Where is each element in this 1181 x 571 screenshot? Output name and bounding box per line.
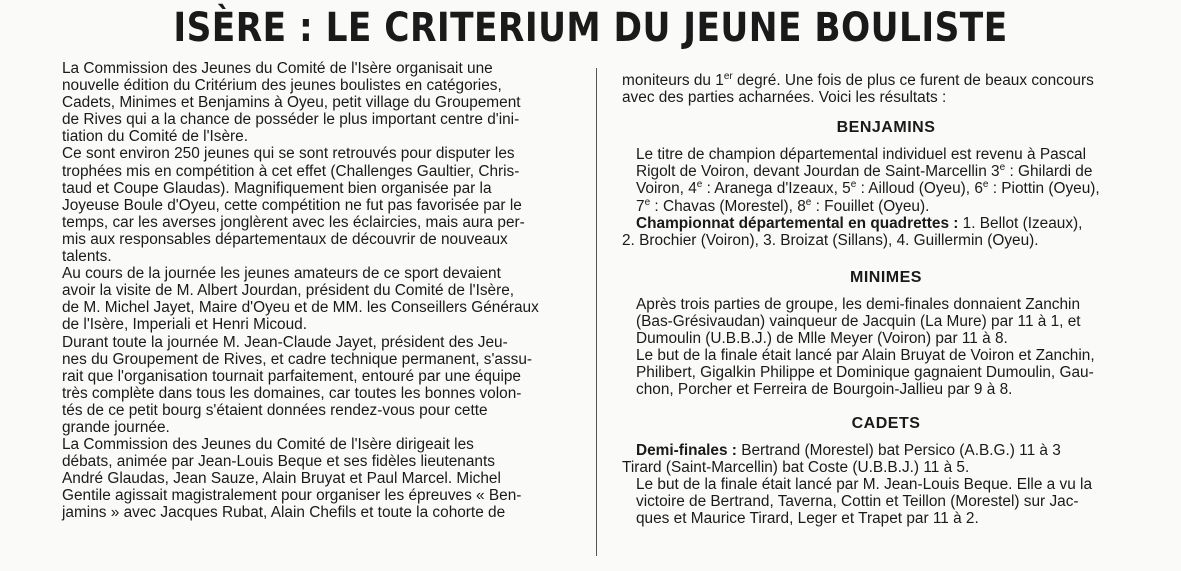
text-line: trophées mis en compétition à cet effet (Challenges Gaultier, Chris-: [62, 162, 520, 180]
text-line: Au cours de la journée les jeunes amateurs de ce sport devaient: [62, 265, 501, 283]
text-line: La Commission des Jeunes du Comité de l'Isère dirigeait les: [62, 436, 474, 454]
text-fragment: Bertrand (Morestel) bat Persico (A.B.G.) 11 à 3: [736, 441, 1061, 459]
text-fragment: : Fouillet (Oyeu).: [811, 197, 930, 215]
text-fragment: : Ghilardi de: [1005, 163, 1093, 181]
paragraph-1: [48, 60, 562, 145]
text-line: Ce sont environ 250 jeunes qui se sont retrouvés pour disputer les: [62, 145, 515, 163]
text-fragment: degré. Une fois de plus ce furent de beaux concours: [732, 72, 1094, 89]
text-fragment: 7: [636, 197, 645, 215]
text-line: tés de ce petit bourg s'étaient données rendez-vous pour cette: [62, 401, 488, 419]
superscript: e: [805, 196, 812, 208]
superscript: e: [696, 179, 703, 191]
paragraph-3: [48, 265, 562, 333]
paragraph-2: [48, 145, 562, 265]
paragraph-4: [48, 334, 562, 437]
text-line: victoire de Bertrand, Taverna, Cottin et Teillon (Morestel) sur Jac-: [636, 492, 1079, 510]
text-line: Tirard (Saint-Marcellin) bat Coste (U.B.B.J.) 11 à 5.: [622, 458, 970, 476]
text-line: Le titre de champion départemental individuel est revenu à Pascal: [636, 146, 1087, 164]
minimes-paragraph-1: [622, 296, 1150, 347]
text-line: [622, 442, 1150, 459]
text-fragment: moniteurs du 1: [622, 72, 724, 89]
text-line: (Bas-Grésivaudan) vainqueur de Jacquin (La Mure) par 11 à 1, et: [636, 313, 1081, 331]
text-line: taud et Coupe Glaudas). Magnifiquement bien organisée par la: [62, 179, 492, 197]
text-line: [622, 163, 1150, 180]
text-line: nes du Groupement de Rives, et cadre technique permanent, s'assu-: [62, 350, 533, 368]
text-line: avec des parties acharnées. Voici les résultats :: [622, 89, 947, 107]
text-line: Le but de la finale était lancé par Alain Bruyat de Voiron et Zanchin,: [636, 347, 1095, 365]
text-line: jamins » avec Jacques Rubat, Alain Chefils et toute la cohorte de: [62, 504, 506, 522]
text-line: Philibert, Gigalkin Philippe et Dominique gagnaient Dumoulin, Gau-: [636, 364, 1094, 382]
text-fragment: : Aranega d'Izeaux, 5: [702, 180, 851, 198]
cadets-semifinals: [622, 442, 1150, 459]
text-fragment: : Piottin (Oyeu),: [988, 180, 1100, 198]
superscript: er: [723, 70, 733, 82]
text-line: Gentile agissait magistralement pour organiser les épreuves « Ben-: [62, 487, 522, 505]
text-line: débats, animée par Jean-Louis Beque et ses fidèles lieutenants: [62, 453, 495, 471]
text-line: de Rives qui a la chance de posséder le plus important centre d'ini-: [62, 111, 520, 129]
text-line: [622, 198, 1150, 215]
text-line: 2. Brochier (Voiron), 3. Broizat (Sillans), 4. Guillermin (Oyeu).: [622, 231, 1039, 249]
superscript: e: [982, 179, 989, 191]
text-line: La Commission des Jeunes du Comité de l'Isère organisait une: [62, 60, 493, 77]
article-title: ISÈRE : LE CRITERIUM DU JEUNE BOULISTE: [173, 5, 1008, 51]
cadets-semifinals-cont: [622, 459, 1150, 476]
text-line: de l'Isère, Imperiali et Henri Micoud.: [62, 316, 308, 334]
text-line: temps, car les averses jonglèrent avec les éclaircies, mais aura per-: [62, 213, 525, 231]
text-line: très complète dans tous les domaines, car toutes les bonnes volon-: [62, 384, 522, 402]
text-line: [622, 72, 1150, 89]
results-intro: [622, 72, 1150, 106]
text-line: ques et Maurice Tirard, Leger et Trapet par 11 à 2.: [636, 509, 979, 527]
text-line: [622, 180, 1150, 197]
text-line: Joyeuse Boule d'Oyeu, cette compétition ne fut pas favorisée par le: [62, 196, 522, 214]
text-line: [622, 215, 1150, 232]
text-line: tiation du Comité de l'Isère.: [62, 128, 249, 146]
text-fragment: : Chavas (Morestel), 8: [650, 197, 806, 215]
text-line: chon, Porcher et Ferreira de Bourgoin-Jallieu par 9 à 8.: [636, 381, 1013, 399]
superscript: e: [644, 196, 651, 208]
text-line: Le but de la finale était lancé par M. Jean-Louis Beque. Elle a vu la: [636, 475, 1093, 493]
quadrettes-label: Championnat départemental en quadrettes :: [636, 214, 959, 232]
text-line: avoir la visite de M. Albert Jourdan, président du Comité de l'Isère,: [62, 282, 515, 300]
text-line: Après trois parties de groupe, les demi-finales donnaient Zanchin: [636, 295, 1081, 313]
cadets-heading: CADETS: [851, 414, 921, 432]
semifinals-label: Demi-finales :: [636, 441, 737, 459]
text-line: mis aux responsables départementaux de découvrir de nouveaux: [62, 230, 508, 248]
quadrettes-results: [622, 232, 1150, 249]
column-divider: [596, 68, 597, 556]
superscript: e: [999, 162, 1006, 174]
text-line: Cadets, Minimes et Benjamins à Oyeu, petit village du Groupement: [62, 94, 521, 112]
text-line: nouvelle édition du Critérium des jeunes boulistes en catégories,: [62, 77, 502, 95]
text-line: André Glaudas, Jean Sauze, Alain Bruyat et Paul Marcel. Michel: [62, 470, 501, 488]
left-column: [48, 60, 562, 522]
text-line: Dumoulin (U.B.B.J.) de Mlle Meyer (Voiron) par 11 à 8.: [636, 330, 1008, 348]
text-line: talents.: [62, 248, 112, 266]
minimes-paragraph-2: [622, 347, 1150, 398]
text-fragment: 1. Bellot (Izeaux),: [958, 214, 1083, 232]
superscript: e: [850, 179, 857, 191]
text-line: grande journée.: [62, 418, 170, 436]
text-fragment: Voiron, 4: [636, 180, 697, 198]
text-fragment: : Ailloud (Oyeu), 6: [856, 180, 983, 198]
benjamins-heading: BENJAMINS: [836, 119, 936, 137]
text-line: Durant toute la journée M. Jean-Claude Jayet, président des Jeu-: [62, 333, 508, 351]
text-line: de M. Michel Jayet, Maire d'Oyeu et de MM. les Conseillers Généraux: [62, 299, 539, 317]
paragraph-5: [48, 436, 562, 521]
cadets-final: [622, 476, 1150, 527]
minimes-heading: MINIMES: [850, 268, 922, 286]
benjamins-results: [622, 146, 1150, 231]
text-line: rait que l'organisation tournait parfaitement, entouré par une équipe: [62, 367, 521, 385]
right-column: [622, 72, 1150, 527]
text-fragment: Rigolt de Voiron, devant Jourdan de Saint-Marcellin 3: [636, 163, 1000, 181]
